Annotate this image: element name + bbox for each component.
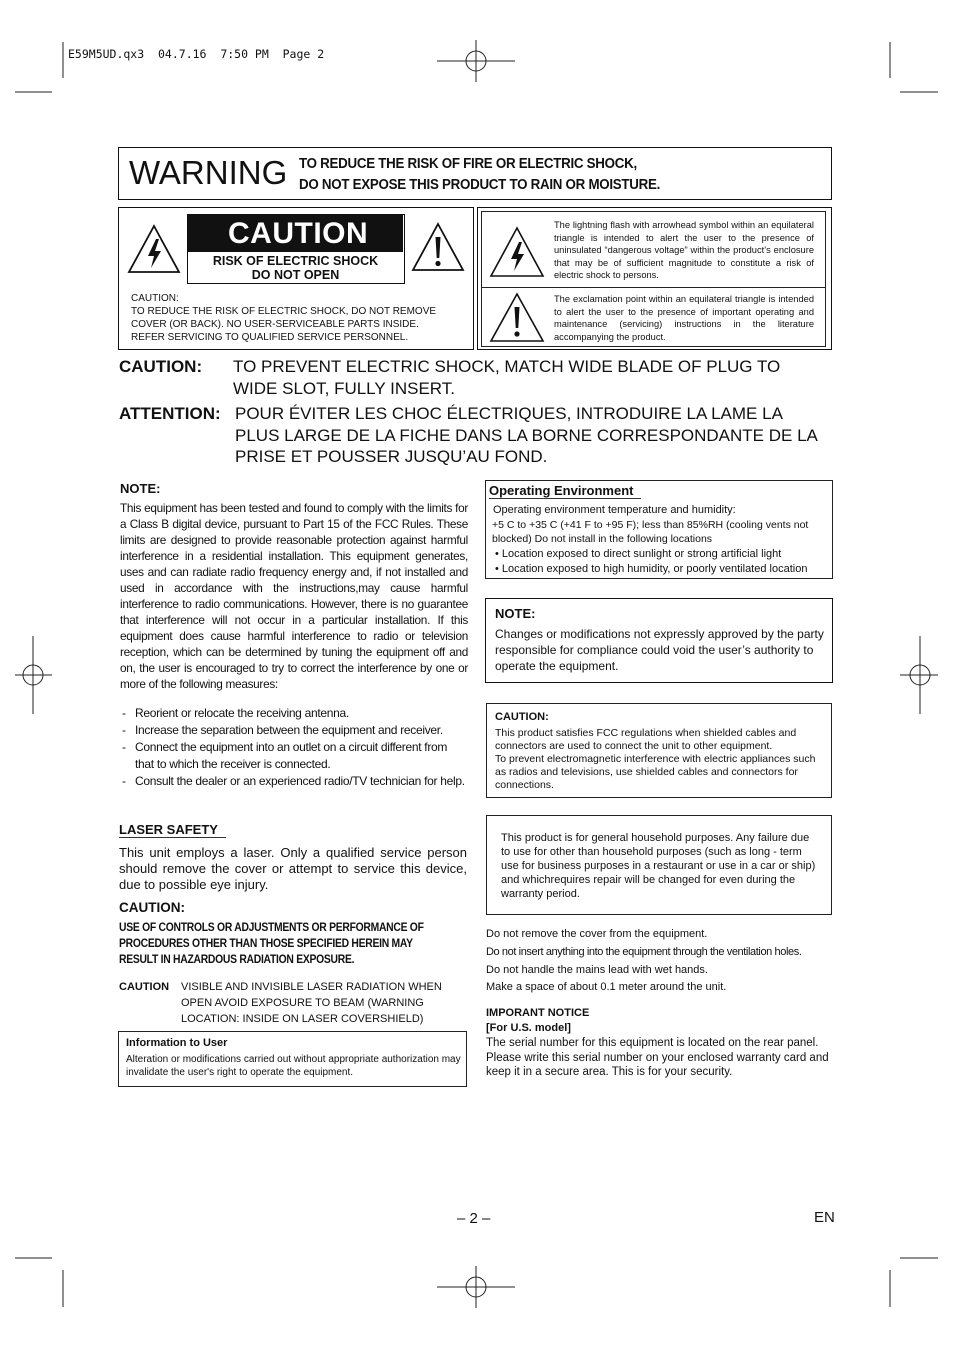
precaution-item: Do not remove the cover from the equipment. (486, 928, 708, 940)
radiation-caution-label: CAUTION (119, 981, 170, 993)
radiation-line-3: LOCATION: INSIDE ON LASER COVERSHIELD) (181, 1013, 424, 1025)
fcc-measures-list (120, 705, 465, 790)
important-notice-sub: [For U.S. model] (486, 1022, 571, 1034)
cable-caution-body-2: To prevent electromagnetic interference with electric appliances such as radios and televisions, use shielded cables and connectors for connections. (495, 753, 816, 791)
warning-box (118, 147, 832, 200)
important-notice-heading: IMPORANT NOTICE (486, 1007, 590, 1019)
cable-caution-heading: CAUTION: (495, 711, 549, 723)
plug-attention-line-1: POUR ÉVITER LES CHOC ÉLECTRIQUES, INTRODUIRE LA LAME LA (235, 404, 783, 423)
risk-text (188, 254, 403, 282)
precaution-item: Do not handle the mains lead with wet hands. (486, 964, 708, 976)
caution-plate (187, 214, 405, 284)
operating-environment-heading (489, 483, 641, 499)
precaution-item: Do not insert anything into the equipment through the ventilation holes. (486, 946, 802, 958)
modification-note-heading: NOTE: (495, 606, 536, 621)
cable-caution-body-1: This product satisfies FCC regulations when shielded cables and connectors are used to connect the unit to other equipment. (495, 727, 797, 752)
plug-attention-line-3: PRISE ET POUSSER JUSQU’AU FOND. (235, 447, 548, 466)
laser-caution-line-3: RESULT IN HAZARDOUS RADIATION EXPOSURE. (119, 954, 355, 966)
lightning-symbol-icon (488, 225, 546, 279)
measure-item: - Connect the equipment into an outlet on a circuit different from that to which the receiver is connected. (120, 739, 465, 773)
laser-caution-line-1: USE OF CONTROLS OR ADJUSTMENTS OR PERFORMANCE OF (119, 922, 424, 934)
household-body: This product is for general household purposes. Any failure due to use for other than household purposes (such as long - term use for business purposes in a restaurant or use in a car or ship) and whichrequires repair will be changed for even during the warranty period. (501, 832, 816, 900)
plug-caution-line-1: TO PREVENT ELECTRIC SHOCK, MATCH WIDE BLADE OF PLUG TO (233, 357, 781, 376)
symbol-lightning-row (481, 211, 826, 288)
caution-instructions-line-2: COVER (OR BACK). NO USER-SERVICEABLE PARTS INSIDE. (131, 319, 419, 330)
risk-line-1: RISK OF ELECTRIC SHOCK (212, 254, 379, 268)
risk-line-2: DO NOT OPEN (251, 268, 340, 282)
radiation-line-2: OPEN AVOID EXPOSURE TO BEAM (WARNING (181, 997, 424, 1009)
operating-environment-line-1: Operating environment temperature and humidity: (493, 504, 736, 516)
language-code: EN (814, 1209, 835, 1226)
laser-caution-line-2: PROCEDURES OTHER THAN THOSE SPECIFIED HEREIN MAY (119, 938, 413, 950)
exclamation-symbol-icon (488, 292, 546, 344)
operating-environment-heading-text: Operating Environment (489, 483, 641, 499)
modification-note-body: Changes or modifications not expressly approved by the party responsible for compliance could void the user’s authority to operate the equipment. (495, 627, 824, 673)
lightning-triangle-icon (126, 223, 182, 275)
caution-instructions-line-3: REFER SERVICING TO QUALIFIED SERVICE PERSONNEL. (131, 332, 409, 343)
caution-title: CAUTION (228, 217, 369, 250)
laser-caution-heading: CAUTION: (119, 900, 185, 915)
plug-attention-text (235, 403, 818, 468)
symbol-exclamation-row (481, 288, 826, 347)
laser-safety-heading-text: LASER SAFETY (119, 822, 226, 838)
important-notice-body: The serial number for this equipment is located on the rear panel. Please write this serial number on your enclosed warranty card and keep it in a secure area. This is for your security. (486, 1037, 829, 1078)
info-to-user-box (118, 1031, 467, 1087)
caution-instructions-line-1: TO REDUCE THE RISK OF ELECTRIC SHOCK, DO NOT REMOVE (131, 306, 437, 317)
caution-instructions-label: CAUTION: (131, 293, 179, 304)
plug-caution-line-2: WIDE SLOT, FULLY INSERT. (233, 379, 456, 398)
operating-environment-box (485, 480, 833, 579)
environment-bullet: • Location exposed to direct sunlight or strong artificial light (495, 548, 782, 560)
operating-environment-line-2: +5 C to +35 C (+41 F to +95 F); less than 85%RH (cooling vents not blocked) Do not install in the following locations (492, 519, 809, 545)
cable-caution-box (486, 703, 832, 798)
caution-instructions (131, 292, 436, 344)
caution-label-box (118, 207, 474, 350)
measure-item: - Increase the separation between the equipment and receiver. (120, 722, 465, 739)
fcc-note-body: This equipment has been tested and found to comply with the limits for a Class B digital device, pursuant to Part 15 of the FCC Rules. These limits are designed to provide reasonable protection against harmful interference in a residential installation. This equipment generates, uses and can radiate radio frequency energy and, if not installed and used in accordance with the instructions,may cause harmful interference to radio communications. However, there is no guarantee that interference will not occur in a particular installation. If this equipment does cause harmful interference to radio or television reception, which can be determined by tuning the equipment off and on, the user is encouraged to try to correct the interference by one or more of the following measures: (120, 501, 468, 691)
environment-bullet: • Location exposed to high humidity, or poorly ventilated location (495, 563, 808, 575)
radiation-caution-text (181, 979, 442, 1027)
laser-safety-heading (119, 822, 226, 838)
precaution-item: Make a space of about 0.1 meter around the unit. (486, 981, 727, 993)
symbols-box (477, 207, 832, 350)
plug-caution-label: CAUTION: (119, 357, 203, 376)
modification-note-box (485, 598, 833, 683)
precautions-list (486, 925, 836, 995)
warning-line-2: DO NOT EXPOSE THIS PRODUCT TO RAIN OR MOISTURE. (299, 177, 661, 193)
lightning-explanation: The lightning flash with arrowhead symbol within an equilateral triangle is intended to alert the user to the presence of uninsulated “dangerous voltage” within the product’s enclosure that may be of sufficient magnitude to constitute a risk of electric shock to persons. (554, 220, 814, 281)
radiation-line-1: VISIBLE AND INVISIBLE LASER RADIATION WHEN (181, 981, 442, 993)
warning-label: WARNING (129, 154, 288, 191)
laser-safety-body: This unit employs a laser. Only a qualified service person should remove the cover or attempt to service this device, due to possible eye injury. (119, 845, 467, 892)
exclamation-triangle-icon (410, 221, 466, 273)
operating-environment-bullets (495, 547, 835, 577)
fcc-note-heading: NOTE: (120, 481, 161, 496)
laser-caution-body (119, 920, 424, 968)
exclamation-explanation: The exclamation point within an equilateral triangle is intended to alert the user to the presence of important operating and maintenance (servicing) instructions in the literature accompanying the product. (554, 294, 814, 342)
file-slug: E59M5UD.qx3 04.7.16 7:50 PM Page 2 (68, 47, 325, 61)
info-to-user-heading: Information to User (126, 1037, 228, 1049)
plug-attention-label: ATTENTION: (119, 404, 221, 423)
warning-text (299, 154, 660, 196)
household-box (486, 815, 832, 915)
plug-caution-text (233, 356, 780, 400)
warning-line-1: TO REDUCE THE RISK OF FIRE OR ELECTRIC SHOCK, (299, 156, 637, 172)
measure-item: - Reorient or relocate the receiving antenna. (120, 705, 465, 722)
page-number: – 2 – (457, 1210, 491, 1227)
plug-attention-line-2: PLUS LARGE DE LA FICHE DANS LA BORNE CORRESPONDANTE DE LA (235, 425, 818, 445)
info-to-user-body: Alteration or modifications carried out without appropriate authorization may invalidate the user's right to operate the equipment. (126, 1054, 461, 1078)
measure-item: - Consult the dealer or an experienced radio/TV technician for help. (120, 773, 465, 790)
